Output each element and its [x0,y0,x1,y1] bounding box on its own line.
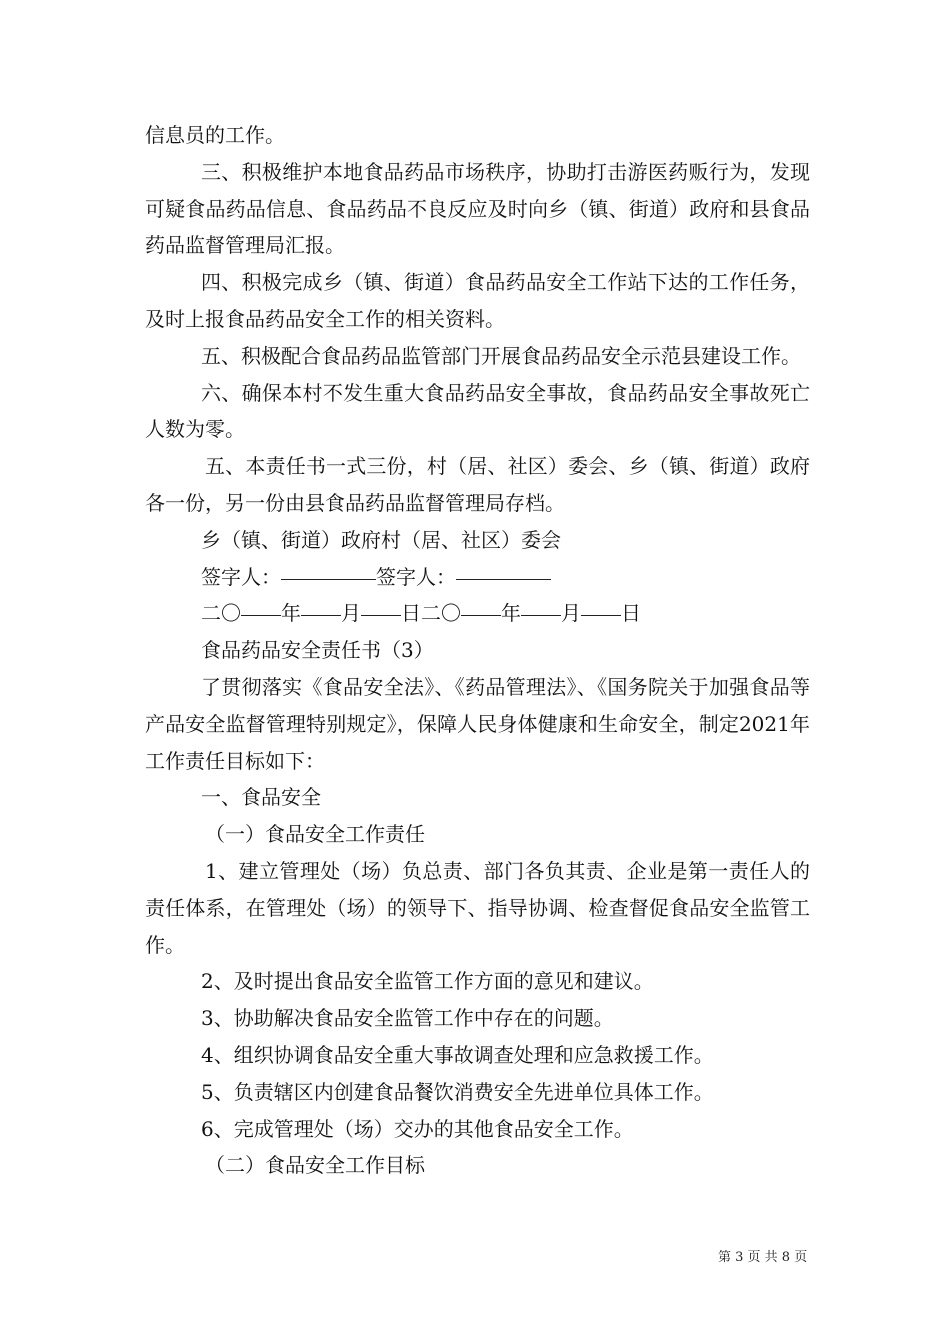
signature-label-1: 签字人： [201,564,281,589]
list-item: 1、建立管理处（场）负总责、部门各负其责、企业是第一责任人的责任体系，在管理处（场）的领导下、指导协调、检查督促食品安全监管工作。 [145,858,810,957]
signature-parties: 乡（镇、街道）政府村（居、社区）委会 [201,527,561,552]
signature-line [145,559,810,596]
section-title: 食品药品安全责任书（3） [201,638,434,663]
list-item: 5、负责辖区内创建食品餐饮消费安全先进单位具体工作。 [201,1079,714,1104]
document-body [145,117,810,1184]
month-blank-2 [521,614,561,616]
date-day-2: 日 [621,601,641,626]
date-day-prefix-2: 日二〇 [401,601,461,626]
paragraph-item-3: 三、积极维护本地食品药品市场秩序，协助打击游医药贩行为，发现可疑食品药品信息、食品药品不良反应及时向乡（镇、街道）政府和县食品药品监督管理局汇报。 [145,159,810,258]
date-year-1: 年 [281,601,301,626]
list-item: 2、及时提出食品安全监管工作方面的意见和建议。 [201,969,654,994]
year-blank-2 [461,614,501,616]
list-item: 6、完成管理处（场）交办的其他食品安全工作。 [201,1116,634,1141]
date-month-2: 月 [561,601,581,626]
paragraph-item-6: 六、确保本村不发生重大食品药品安全事故，食品药品安全事故死亡人数为零。 [145,380,810,442]
day-blank-2 [581,614,621,616]
list-item: 4、组织协调食品安全重大事故调查处理和应急救援工作。 [201,1042,714,1067]
date-line [145,595,810,632]
list-item: 3、协助解决食品安全监管工作中存在的问题。 [201,1006,614,1031]
signature-label-2: 签字人： [376,564,456,589]
date-year-2: 年 [501,601,521,626]
paragraph-item-5: 五、积极配合食品药品监管部门开展食品药品安全示范县建设工作。 [201,343,801,368]
paragraph-continuation: 信息员的工作。 [145,123,285,147]
month-blank-1 [301,614,341,616]
heading-food-safety: 一、食品安全 [201,785,321,810]
page-number: 第 3 页 共 8 页 [718,1250,808,1265]
subheading-targets: （二）食品安全工作目标 [205,1153,425,1178]
paragraph-item-4: 四、积极完成乡（镇、街道）食品药品安全工作站下达的工作任务，及时上报食品药品安全工作的相关资料。 [145,270,810,331]
signature-blank-2 [456,578,551,580]
section-intro: 了贯彻落实《食品安全法》、《药品管理法》、《国务院关于加强食品等产品安全监督管理特别规定》，保障人民身体健康和生命安全，制定2021年工作责任目标如下： [145,674,810,773]
date-prefix-1: 二〇 [201,601,241,626]
subheading-responsibility: （一）食品安全工作责任 [205,822,425,847]
day-blank-1 [361,614,401,616]
date-month-1: 月 [341,601,361,626]
signature-blank-1 [281,578,376,580]
year-blank-1 [241,614,281,616]
paragraph-copies: 五、本责任书一式三份，村（居、社区）委会、乡（镇、街道）政府各一份，另一份由县食品药品监督管理局存档。 [145,454,810,515]
